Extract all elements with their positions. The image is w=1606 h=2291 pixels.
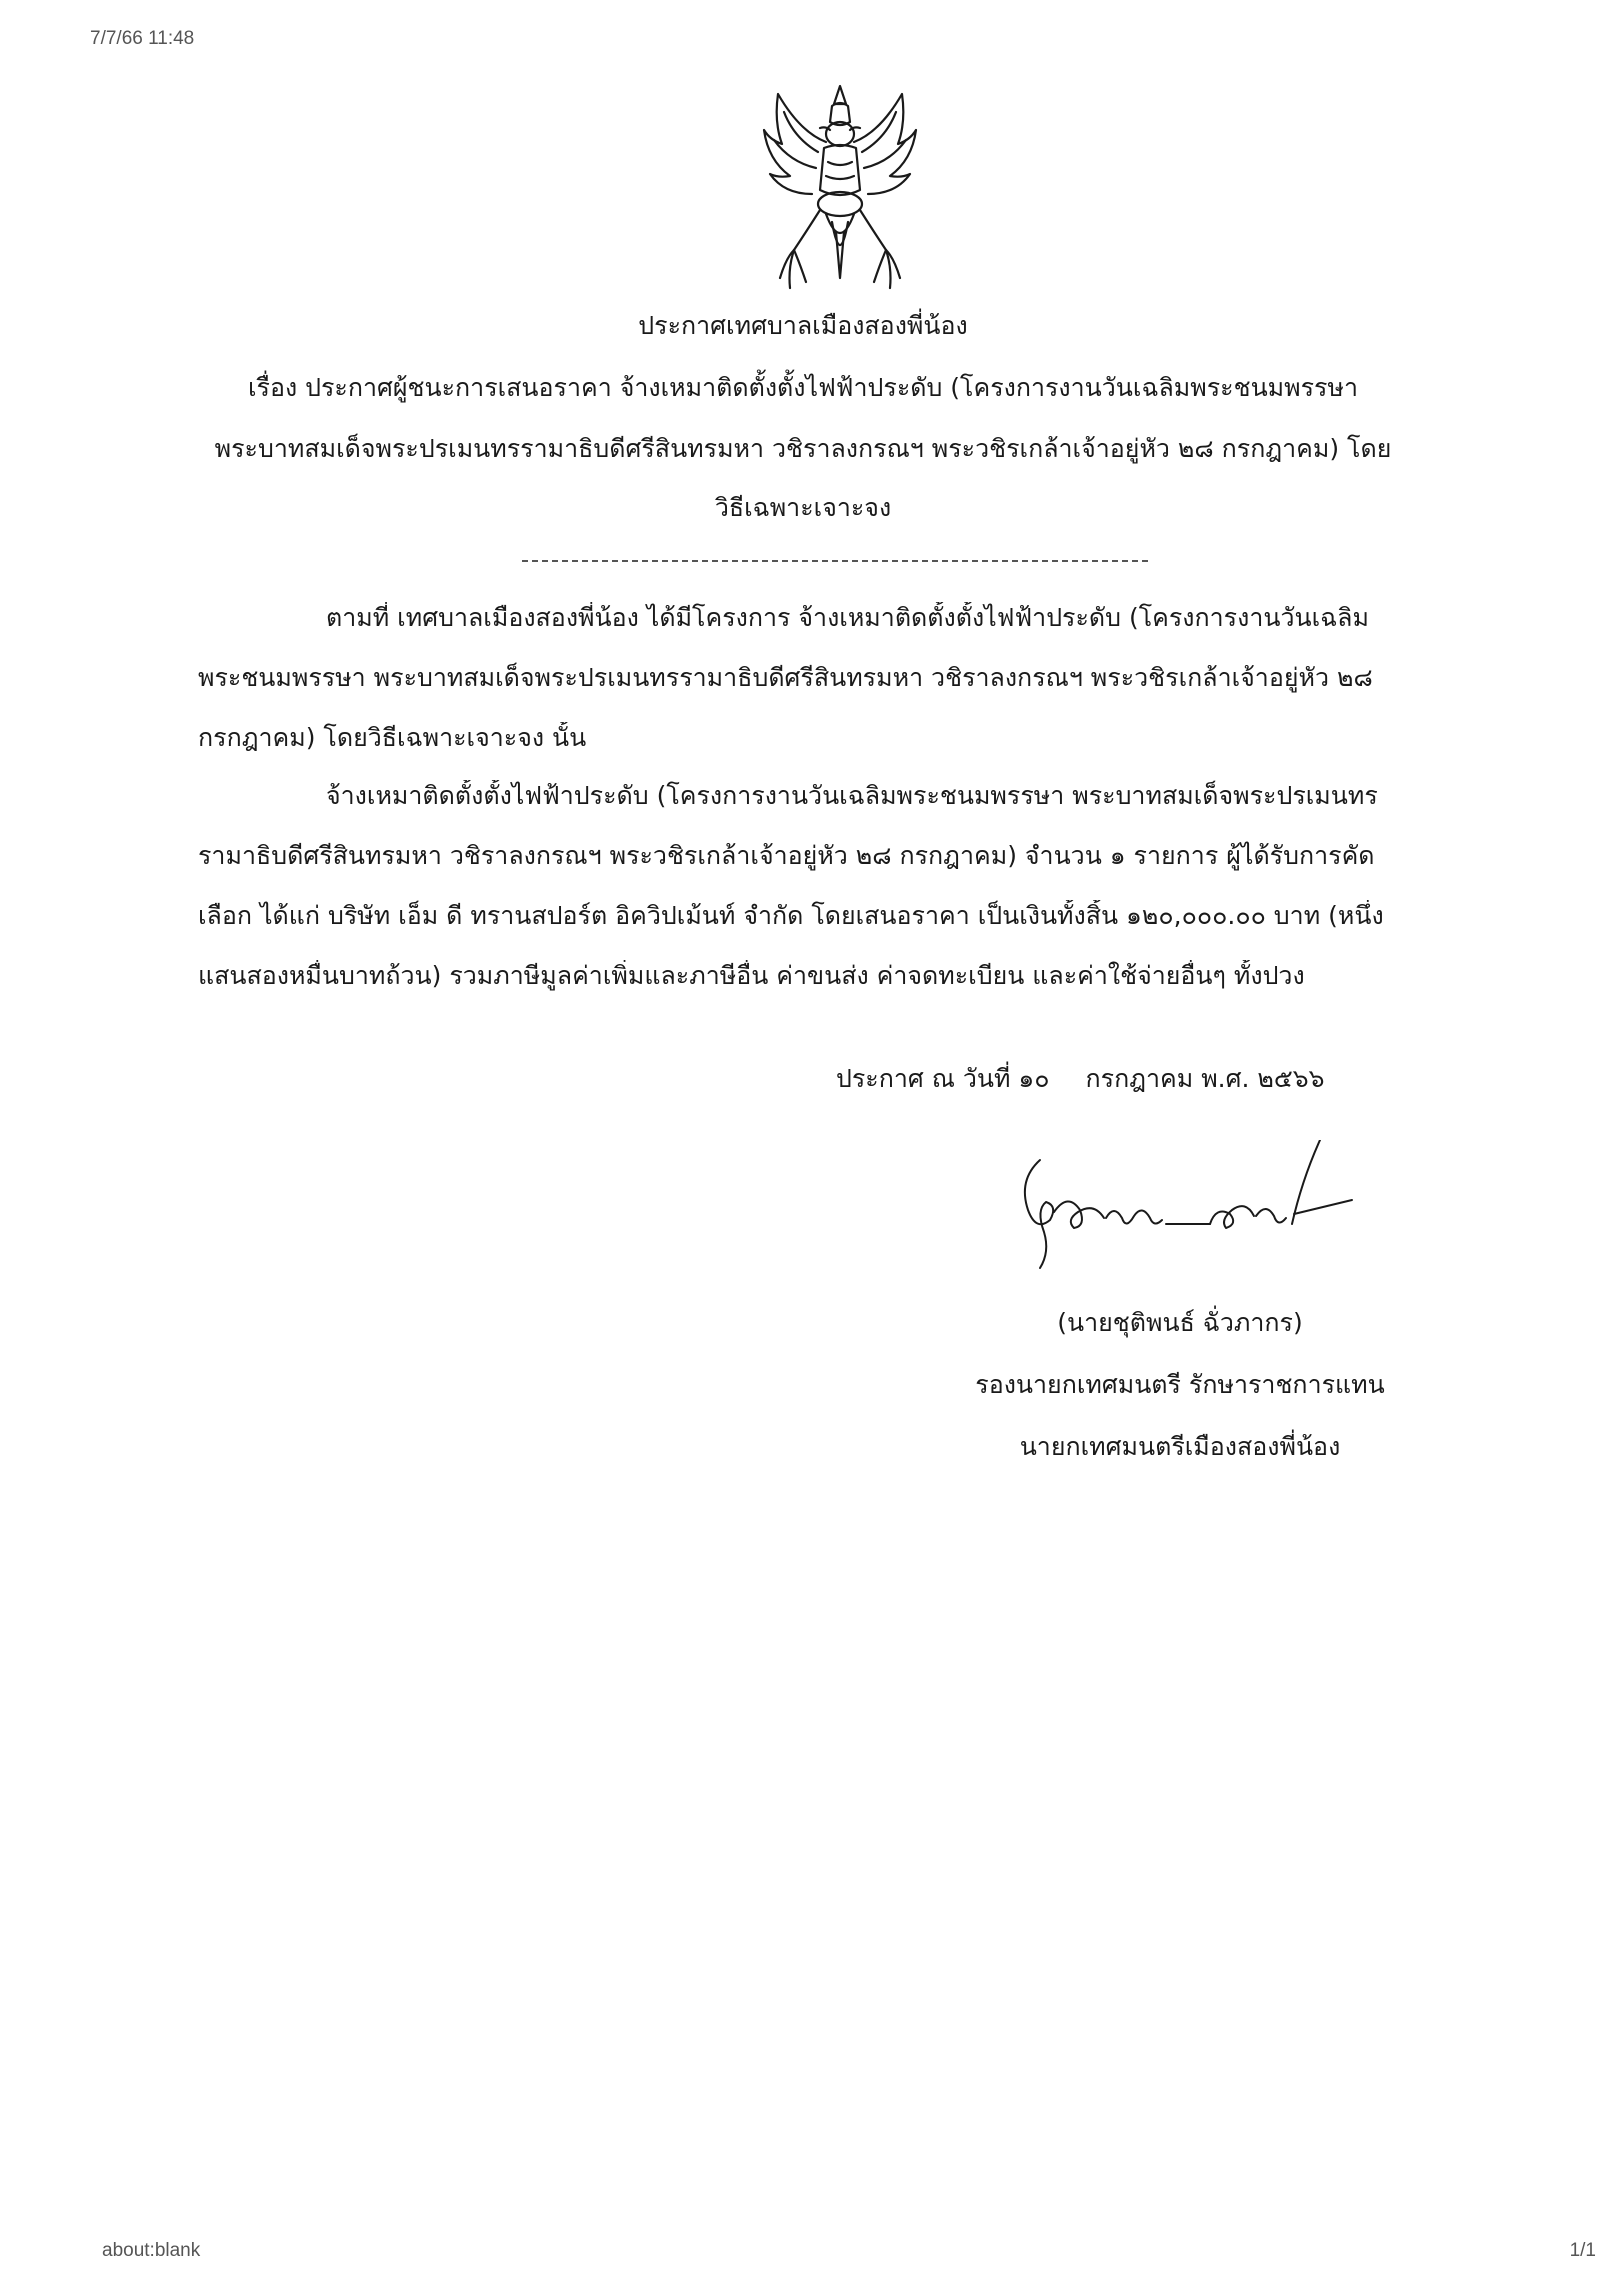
paragraph-2-line: เลือก ได้แก่ บริษัท เอ็ม ดี ทรานสปอร์ต อิควิปเม้นท์ จำกัด โดยเสนอราคา เป็นเงินทั้งสิ้น ๑๒๐,๐๐๐.๐๐ บาท (หนึ่ง	[198, 901, 1384, 930]
paragraph-2-line: แสนสองหมื่นบาทถ้วน) รวมภาษีมูลค่าเพิ่มและภาษีอื่น ค่าขนส่ง ค่าจดทะเบียน และค่าใช้จ่ายอื่นๆ ทั้งปวง	[198, 961, 1305, 990]
paragraph-2-line: รามาธิบดีศรีสินทรมหา วชิราลงกรณฯ พระวชิรเกล้าเจ้าอยู่หัว ๒๘ กรกฎาคม) จำนวน ๑ รายการ ผู้ได้รับการคัด	[198, 841, 1375, 870]
subject-line-1: เรื่อง ประกาศผู้ชนะการเสนอราคา จ้างเหมาติดตั้งตั้งไฟฟ้าประดับ (โครงการงานวันเฉลิมพระชนมพรรษา	[247, 373, 1358, 402]
announcement-date	[836, 1063, 1325, 1096]
paragraph-2	[198, 780, 1413, 1020]
date-month-year: กรกฎาคม พ.ศ. ๒๕๖๖	[1085, 1064, 1325, 1093]
paragraph-1	[198, 602, 1413, 782]
date-day: ๑๐	[1018, 1064, 1050, 1093]
signer-position-2: นายกเทศมนตรีเมืองสองพี่น้อง	[1019, 1432, 1341, 1461]
signer-position-1: รองนายกเทศมนตรี รักษาราชการแทน	[975, 1370, 1385, 1399]
paragraph-1-line: ตามที่ เทศบาลเมืองสองพี่น้อง ได้มีโครงการ จ้างเหมาติดตั้งตั้งไฟฟ้าประดับ (โครงการงานวันเฉลิม	[326, 603, 1369, 632]
subject-line-2: พระบาทสมเด็จพระปรเมนทรรามาธิบดีศรีสินทรมหา วชิราลงกรณฯ พระวชิรเกล้าเจ้าอยู่หัว ๒๘ กรกฎาคม) โดย	[214, 434, 1392, 463]
divider-line	[522, 560, 1148, 562]
paragraph-1-line: พระชนมพรรษา พระบาทสมเด็จพระปรเมนทรรามาธิบดีศรีสินทรมหา วชิราลงกรณฯ พระวชิรเกล้าเจ้าอยู่หัว ๒๘	[198, 663, 1373, 692]
print-footer-page: 1/1	[1569, 2240, 1596, 2261]
print-header-datetime: 7/7/66 11:48	[90, 28, 195, 49]
print-footer-url: about:blank	[102, 2240, 201, 2261]
announcement-title: ประกาศเทศบาลเมืองสองพี่น้อง	[638, 311, 968, 340]
paragraph-2-line: จ้างเหมาติดตั้งตั้งไฟฟ้าประดับ (โครงการงานวันเฉลิมพระชนมพรรษา พระบาทสมเด็จพระปรเมนทร	[326, 781, 1378, 810]
date-prefix: ประกาศ ณ วันที่	[836, 1064, 1011, 1093]
paragraph-1-line: กรกฎาคม) โดยวิธีเฉพาะเจาะจง นั้น	[198, 723, 587, 752]
subject-line-3: วิธีเฉพาะเจาะจง	[714, 493, 892, 522]
handwritten-signature	[1010, 1140, 1380, 1280]
garuda-emblem	[760, 82, 920, 294]
signer-name: (นายชุติพนธ์ ฉั่วภากร)	[1057, 1308, 1303, 1337]
